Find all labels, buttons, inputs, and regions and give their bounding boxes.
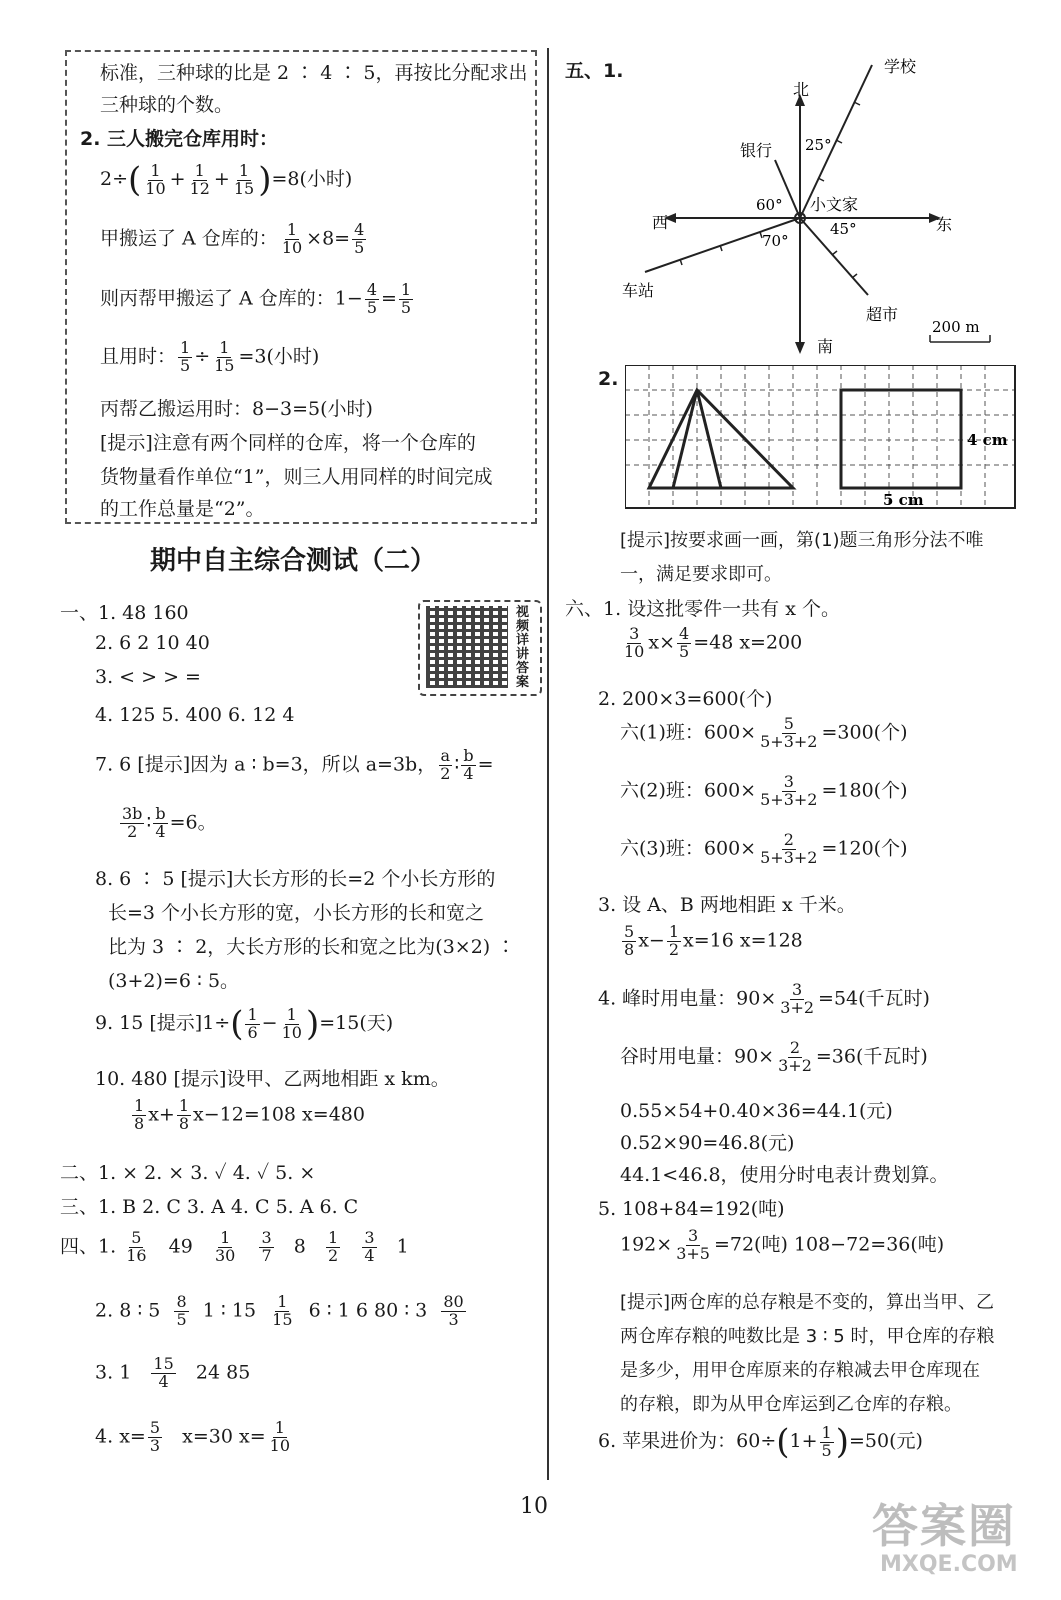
p1-line-2: 2. 6 2 10 40 xyxy=(95,632,210,654)
p6-class-2: 六(2)班：600× $\frac{3}{5+3+2}$ =180(个) xyxy=(620,772,908,809)
box-q2-label: 2. 三人搬完仓库用时： xyxy=(80,128,279,150)
p6-line-4b: 谷时用电量：90× $\frac{2}{3+2}$ =36(千瓦时) xyxy=(620,1038,928,1075)
p1-line-4: 4. 125 5. 400 6. 12 4 xyxy=(95,704,295,726)
watermark-title: 答案圈 xyxy=(872,1499,1016,1553)
qr-caption: 视频详讲答案 xyxy=(516,605,530,690)
map-scale: 200 m xyxy=(932,318,980,336)
p5-label: 五、1. xyxy=(565,60,624,82)
p4-row-1: 四、1. $\frac{5}{16}$ 49 $\frac{1}{30}$ $\frac{3}{7}$ 8 $\frac{1}{2}$ $\frac{3}{4}$ 1 xyxy=(60,1228,409,1265)
part-3: 三、1. B 2. C 3. A 4. C 5. A 6. C xyxy=(60,1196,359,1218)
south-arrow-icon xyxy=(795,342,805,354)
p5-hint-1: [提示]按要求画一画，第(1)题三角形分法不唯 xyxy=(620,530,984,551)
p6-line-3: 3. 设 A、B 两地相距 x 千米。 xyxy=(598,894,856,916)
box-line-2: 三种球的个数。 xyxy=(100,94,234,116)
p6-line-2: 2. 200×3=600(个) xyxy=(598,688,773,710)
direction-map xyxy=(600,50,1020,360)
p1-line-3: 3. < > > = xyxy=(95,666,201,688)
p1-line-1: 一、1. 48 160 xyxy=(60,602,189,624)
box-eq-5: 丙帮乙搬运用时：8−3=5(小时) xyxy=(100,398,373,420)
p6-line-6: 6. 苹果进价为：60÷(1+ $\frac{1}{5}$ )=50(元) xyxy=(598,1422,923,1462)
p4-row-4: 4. x= $\frac{5}{3}$ x=30 x= $\frac{1}{10}$ xyxy=(95,1418,290,1455)
p6-hint-4: 的存粮，即为从甲仓库运到乙仓库的存粮。 xyxy=(620,1394,962,1415)
p6-line-1: 六、1. 设这批零件一共有 x 个。 xyxy=(565,598,840,620)
box-hint-3: 的工作总量是“2”。 xyxy=(100,498,265,520)
qr-code[interactable] xyxy=(418,600,542,696)
p6-hint-1: [提示]两仓库的总存粮是不变的，算出当甲、乙 xyxy=(620,1292,995,1313)
p1-line-8b: 长=3 个小长方形的宽，小长方形的长和宽之 xyxy=(108,902,485,924)
p6-line-4a: 4. 峰时用电量：90× $\frac{3}{3+2}$ =54(千瓦时) xyxy=(598,980,930,1017)
p1-line-8a: 8. 6 ∶ 5 [提示]大长方形的长=2 个小长方形的 xyxy=(95,868,496,890)
p6-line-4c: 0.55×54+0.40×36=44.1(元) xyxy=(620,1100,893,1122)
p5-q2-label: 2. xyxy=(598,368,619,390)
p6-line-4d: 0.52×90=46.8(元) xyxy=(620,1132,795,1154)
p6-hint-3: 是多少，用甲仓库原来的存粮减去甲仓库现在 xyxy=(620,1360,980,1381)
angle-25: 25° xyxy=(805,136,832,154)
angle-60: 60° xyxy=(756,196,783,214)
p6-class-1: 六(1)班：600× $\frac{5}{5+3+2}$ =300(个) xyxy=(620,714,908,751)
qr-pattern xyxy=(426,606,508,688)
map-market: 超市 xyxy=(866,305,899,324)
part-2: 二、1. × 2. × 3. ✓ 4. ✓ 5. × xyxy=(60,1162,316,1184)
box-eq-1: 2÷( $\frac{1}{10}$ + $\frac{1}{12}$ + $\frac{1}{15}$ )=8(小时) xyxy=(100,160,353,200)
rectangle xyxy=(841,390,961,488)
p1-line-10b: $\frac{1}{8}$ x+ $\frac{1}{8}$ x−12=108 x=480 xyxy=(134,1096,365,1133)
section-title: 期中自主综合测试（二） xyxy=(150,546,437,576)
p6-class-3: 六(3)班：600× $\frac{2}{5+3+2}$ =120(个) xyxy=(620,830,908,867)
page-number: 10 xyxy=(520,1494,548,1519)
column-divider xyxy=(547,48,549,1480)
map-west: 西 xyxy=(652,213,669,232)
p6-line-4e: 44.1<46.8，使用分时电表计费划算。 xyxy=(620,1164,949,1186)
map-east: 东 xyxy=(936,215,953,234)
p1-line-7b: $\frac{3b}{2}$ ∶ $\frac{b}{4}$ =6。 xyxy=(122,804,217,841)
p6-eq-3: $\frac{5}{8}$ x− $\frac{1}{2}$ x=16 x=128 xyxy=(624,922,803,959)
p1-line-7: 7. 6 [提示]因为 a ∶ b=3，所以 a=3b， $\frac{a}{2}$ ∶ $\frac{b}{4}$ = xyxy=(95,746,494,783)
rect-height-label: 4 cm xyxy=(967,431,1008,449)
box-hint-2: 货物量看作单位“1”，则三人用同样的时间完成 xyxy=(100,466,493,488)
rect-width-label: 5 cm xyxy=(883,491,924,509)
map-station: 车站 xyxy=(622,281,655,300)
p4-row-3: 3. 1 $\frac{15}{4}$ 24 85 xyxy=(95,1354,251,1391)
box-eq-2: 甲搬运了 A 仓库的： $\frac{1}{10}$ ×8= $\frac{4}{5}$ xyxy=(100,220,365,257)
angle-45: 45° xyxy=(830,220,857,238)
map-bank: 银行 xyxy=(740,141,773,160)
p6-line-5: 5. 108+84=192(吨) xyxy=(598,1198,785,1220)
box-eq-4: 且用时： $\frac{1}{5}$ ÷ $\frac{1}{15}$ =3(小时) xyxy=(100,338,320,375)
p6-line-5a: 192× $\frac{3}{3+5}$ =72(吨) 108−72=36(吨) xyxy=(620,1226,945,1263)
box-line-1: 标准，三种球的比是 2 ∶ 4 ∶ 5，再按比分配求出 xyxy=(100,62,528,84)
map-south: 南 xyxy=(817,337,834,356)
p1-line-9: 9. 15 [提示]1÷( $\frac{1}{6}$ − $\frac{1}{10}$ )=15(天) xyxy=(95,1004,394,1044)
map-school: 学校 xyxy=(884,57,917,76)
watermark-logo xyxy=(872,1490,1042,1590)
p4-row-2: 2. 8 ∶ 5 $\frac{8}{5}$ 1 ∶ 15 $\frac{1}{15}$ 6 ∶ 1 6 80 ∶ 3 $\frac{80}{3}$ xyxy=(95,1292,464,1329)
map-home: 小文家 xyxy=(810,195,859,214)
p1-line-8c: 比为 3 ∶ 2，大长方形的长和宽之比为(3×2) ∶ xyxy=(108,936,516,958)
p6-hint-2: 两仓库存粮的吨数比是 3 ∶ 5 时，甲仓库的存粮 xyxy=(620,1326,995,1347)
box-eq-3: 则丙帮甲搬运了 A 仓库的：1− $\frac{4}{5}$ = $\frac{1}{5}$ xyxy=(100,280,412,317)
p6-eq-1: $\frac{3}{10}$ x× $\frac{4}{5}$ =48 x=200 xyxy=(624,624,803,661)
p1-line-10: 10. 480 [提示]设甲、乙两地相距 x km。 xyxy=(95,1068,450,1090)
grid-figure xyxy=(625,365,1021,515)
angle-70: 70° xyxy=(762,232,789,250)
map-north: 北 xyxy=(793,80,810,99)
p5-hint-2: 一，满足要求即可。 xyxy=(620,564,782,585)
watermark-url: MXQE.COM xyxy=(880,1552,1018,1577)
box-hint-1: [提示]注意有两个同样的仓库，将一个仓库的 xyxy=(100,432,476,454)
p1-line-8d: (3+2)=6 ∶ 5。 xyxy=(108,970,240,992)
